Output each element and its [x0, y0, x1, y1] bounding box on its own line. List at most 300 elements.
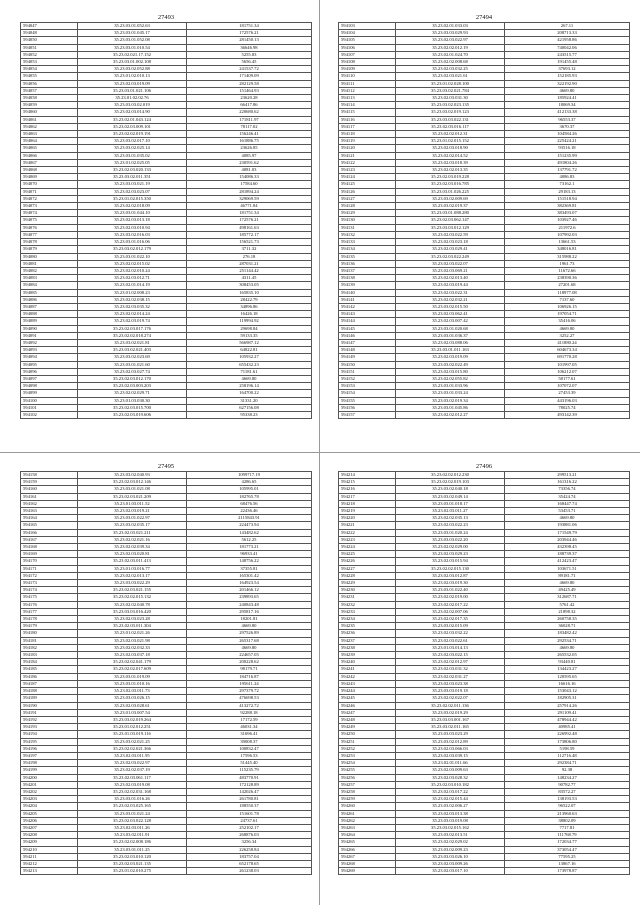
row-amount-cell: 181773.21 [187, 544, 312, 551]
row-amount-cell: 432398.45 [505, 544, 630, 551]
row-id-cell: 594166 [21, 529, 78, 536]
row-code-cell: 35.23.03.03.019.08 [396, 817, 505, 824]
table-row [339, 688, 630, 695]
row-amount-cell: 411880.24 [505, 339, 630, 346]
table-row [339, 652, 630, 659]
row-id-cell: 594221 [339, 522, 396, 529]
table-row [339, 289, 630, 296]
row-id-cell: 594155 [339, 397, 396, 404]
row-amount-cell: 34896.86 [187, 303, 312, 310]
row-id-cell: 594183 [21, 652, 78, 659]
table-row [21, 411, 312, 418]
row-code-cell: 35.23.02.03.010.94 [78, 224, 187, 231]
row-id-cell: 594135 [339, 253, 396, 260]
row-id-cell: 594063 [21, 131, 78, 138]
row-code-cell: 35.23.02.03.015.700 [78, 404, 187, 411]
row-amount-cell: 96553.37 [505, 116, 630, 123]
row-id-cell: 594234 [339, 616, 396, 623]
row-amount-cell: 292534.71 [505, 637, 630, 644]
row-amount-cell: 151601.78 [187, 810, 312, 817]
table-row [21, 544, 312, 551]
row-id-cell: 594098 [21, 383, 78, 390]
row-code-cell: 35.23.02.03.025.165 [78, 803, 187, 810]
row-amount-cell: 226992.48 [505, 731, 630, 738]
table-row [339, 102, 630, 109]
row-amount-cell: 64822.81 [187, 347, 312, 354]
table-row [339, 267, 630, 274]
row-amount-cell: 413272.72 [187, 702, 312, 709]
table-row [21, 260, 312, 267]
row-id-cell: 594091 [21, 332, 78, 339]
row-code-cell: 35.23.02.02.013.40 [396, 275, 505, 282]
table-row [21, 59, 312, 66]
row-amount-cell: 299513.21 [505, 472, 630, 479]
row-id-cell: 594201 [21, 781, 78, 788]
row-id-cell: 594179 [21, 623, 78, 630]
row-id-cell: 594056 [21, 80, 78, 87]
row-amount-cell: 348016.81 [505, 246, 630, 253]
row-amount-cell: 103671.51 [505, 565, 630, 572]
row-amount-cell: 3256.34 [187, 839, 312, 846]
row-code-cell: 35.23.03.02.017.10 [78, 138, 187, 145]
row-code-cell: 35.23.03.02.022.49 [396, 361, 505, 368]
row-amount-cell: 18201.81 [187, 616, 312, 623]
row-amount-cell: 443196.03 [505, 397, 630, 404]
row-amount-cell: 93440.81 [505, 659, 630, 666]
table-row [21, 73, 312, 80]
row-amount-cell: 281894.24 [187, 188, 312, 195]
row-id-cell: 594175 [21, 594, 78, 601]
row-id-cell: 594064 [21, 138, 78, 145]
row-code-cell: 35.23.02.02.015.132 [78, 594, 187, 601]
row-id-cell: 594139 [339, 282, 396, 289]
table-row [21, 66, 312, 73]
row-id-cell: 594118 [339, 131, 396, 138]
table-row [339, 529, 630, 536]
row-amount-cell: 112716.48 [505, 752, 630, 759]
table-row [21, 536, 312, 543]
row-code-cell: 35.23.01.02.025.05 [78, 159, 187, 166]
row-code-cell: 35.23.02.03.037.18 [78, 652, 187, 659]
row-code-cell: 35.23.03.01.088.280 [396, 210, 505, 217]
row-code-cell: 35.23.02.02.040.78 [78, 601, 187, 608]
row-amount-cell: 282129.58 [187, 80, 312, 87]
row-code-cell: 35.23.03.01.021.60 [78, 361, 187, 368]
row-code-cell: 35.23.03.01.011.163 [396, 347, 505, 354]
row-code-cell: 35.23.02.03.016.117 [396, 123, 505, 130]
row-amount-cell: 185924.41 [505, 95, 630, 102]
row-amount-cell: 224473.94 [187, 522, 312, 529]
row-code-cell: 35.23.03.02.015.162 [396, 824, 505, 831]
row-code-cell: 35.23.03.01.045.86 [396, 404, 505, 411]
row-amount-cell: 172576.21 [187, 217, 312, 224]
row-amount-cell: 383493.07 [505, 210, 630, 217]
row-amount-cell: 225424.21 [505, 138, 630, 145]
row-code-cell: 35.23.02.02.012.31 [396, 131, 505, 138]
row-amount-cell: 213960.63 [505, 810, 630, 817]
row-code-cell: 35.23.03.02.019.264 [78, 716, 187, 723]
row-id-cell: 594181 [21, 637, 78, 644]
row-code-cell: 35.23.03.03.026.10 [396, 853, 505, 860]
table-row [21, 680, 312, 687]
row-id-cell: 594218 [339, 500, 396, 507]
row-amount-cell: 134423.27 [505, 666, 630, 673]
row-amount-cell: 188550.37 [187, 803, 312, 810]
table-row [21, 138, 312, 145]
row-id-cell: 594153 [339, 383, 396, 390]
row-id-cell: 594108 [339, 59, 396, 66]
row-code-cell: 35.23.02.01.011.66 [396, 760, 505, 767]
row-id-cell: 594070 [21, 181, 78, 188]
table-row [21, 623, 312, 630]
row-code-cell: 35.23.03.02.009.23 [396, 846, 505, 853]
row-code-cell: 35.23.03.01.018.17 [396, 500, 505, 507]
table-row [339, 354, 630, 361]
row-amount-cell: 655432.23 [187, 361, 312, 368]
table-row [339, 587, 630, 594]
row-id-cell: 594184 [21, 659, 78, 666]
row-amount-cell: 38802.09 [505, 817, 630, 824]
row-id-cell: 594256 [339, 774, 396, 781]
table-row [339, 551, 630, 558]
row-id-cell: 594122 [339, 159, 396, 166]
row-id-cell: 594117 [339, 123, 396, 130]
row-code-cell: 35.23.02.03.066.03 [396, 745, 505, 752]
row-amount-cell: 184716.87 [187, 673, 312, 680]
table-row [21, 500, 312, 507]
row-code-cell: 35.23.03.02.021.403 [78, 347, 187, 354]
table-row [21, 23, 312, 30]
row-id-cell: 594051 [21, 44, 78, 51]
row-code-cell: 35.23.03.01.033.96 [396, 383, 505, 390]
row-id-cell: 594075 [21, 217, 78, 224]
row-id-cell: 594074 [21, 210, 78, 217]
table-row [21, 311, 312, 318]
table-row [339, 347, 630, 354]
table-row [339, 109, 630, 116]
row-id-cell: 594114 [339, 102, 396, 109]
row-id-cell: 594194 [21, 731, 78, 738]
row-id-cell: 594055 [21, 73, 78, 80]
row-amount-cell: 295817.16 [187, 608, 312, 615]
row-id-cell: 594124 [339, 174, 396, 181]
row-amount-cell: 200228.62 [187, 659, 312, 666]
row-amount-cell: 252102.17 [187, 824, 312, 831]
row-amount-cell: 183757.04 [187, 853, 312, 860]
row-id-cell: 594193 [21, 724, 78, 731]
row-id-cell: 594123 [339, 167, 396, 174]
row-amount-cell: 412423.47 [505, 558, 630, 565]
row-id-cell: 594242 [339, 673, 396, 680]
row-code-cell: 35.23.02.02.013.17 [78, 572, 187, 579]
row-code-cell: 35.23.02.02.014.52 [396, 152, 505, 159]
row-amount-cell: 37355.81 [187, 565, 312, 572]
table-row [339, 810, 630, 817]
row-id-cell: 594255 [339, 767, 396, 774]
row-amount-cell: 267.11 [505, 23, 630, 30]
table-row [21, 303, 312, 310]
table-row [339, 253, 630, 260]
table-row [339, 702, 630, 709]
row-id-cell: 594266 [339, 846, 396, 853]
row-amount-cell: 226258.84 [187, 846, 312, 853]
row-amount-cell: 171549.79 [505, 529, 630, 536]
row-code-cell: 35.23.02.03.022.31 [396, 289, 505, 296]
row-code-cell: 35.23.02.03.019.30 [396, 580, 505, 587]
row-code-cell: 35.23.01.03.016.77 [78, 565, 187, 572]
row-code-cell: 35.23.03.02.006.27 [396, 803, 505, 810]
row-id-cell: 594102 [21, 411, 78, 418]
table-row [21, 203, 312, 210]
page-title: 27495 [157, 463, 175, 470]
row-id-cell: 594251 [339, 738, 396, 745]
table-row [339, 375, 630, 382]
row-amount-cell: 265532.05 [505, 652, 630, 659]
row-amount-cell: 151464.93 [187, 87, 312, 94]
table-row [21, 522, 312, 529]
row-amount-cell: 172576.21 [187, 30, 312, 37]
table-row [21, 275, 312, 282]
row-amount-cell: 740042.06 [505, 44, 630, 51]
row-code-cell: 35.23.02.03.020.81 [78, 551, 187, 558]
row-code-cell: 35.23.02.03.019.09 [78, 80, 187, 87]
row-id-cell: 594138 [339, 275, 396, 282]
table-row [21, 724, 312, 731]
row-amount-cell: 137791.72 [505, 167, 630, 174]
row-amount-cell: 71181.61 [187, 368, 312, 375]
table-row [21, 368, 312, 375]
row-id-cell: 594083 [21, 275, 78, 282]
row-code-cell: 35.23.03.03.016.420 [78, 608, 187, 615]
row-code-cell: 35.23.02.03.012.71 [78, 275, 187, 282]
row-code-cell: 35.23.02.03.021.98 [78, 637, 187, 644]
row-code-cell: 35.23.02.02.018.09 [78, 203, 187, 210]
row-id-cell: 594060 [21, 109, 78, 116]
table-row [21, 508, 312, 515]
table-row [21, 109, 312, 116]
row-amount-cell: 103927.46 [505, 217, 630, 224]
row-id-cell: 594257 [339, 781, 396, 788]
table-row [339, 174, 630, 181]
row-id-cell: 594268 [339, 860, 396, 867]
row-id-cell: 594142 [339, 303, 396, 310]
table-row [339, 210, 630, 217]
table-row [21, 637, 312, 644]
row-amount-cell: 5198.59 [505, 745, 630, 752]
row-amount-cell: 329069.59 [187, 195, 312, 202]
row-amount-cell: 4669.80 [187, 623, 312, 630]
row-id-cell: 594249 [339, 724, 396, 731]
row-amount-cell: 46031.34 [187, 724, 312, 731]
row-amount-cell: 27453.39 [505, 390, 630, 397]
row-amount-cell: 183482.42 [505, 630, 630, 637]
row-amount-cell: 31696.41 [187, 731, 312, 738]
table-row [339, 66, 630, 73]
row-code-cell: 35.23.03.02.019.123 [396, 109, 505, 116]
row-amount-cell: 308453.05 [187, 282, 312, 289]
row-code-cell: 35.23.02.03.023.28 [78, 616, 187, 623]
row-id-cell: 594262 [339, 817, 396, 824]
row-amount-cell: 373054.47 [505, 846, 630, 853]
table-row [339, 803, 630, 810]
table-row [339, 318, 630, 325]
row-id-cell: 594238 [339, 644, 396, 651]
table-row [21, 803, 312, 810]
table-row [21, 767, 312, 774]
table-row [339, 167, 630, 174]
table-row [339, 195, 630, 202]
table-row [21, 131, 312, 138]
table-row [21, 673, 312, 680]
table-row [339, 558, 630, 565]
row-amount-cell: 5255.83 [187, 51, 312, 58]
row-code-cell: 35.23.02.02.010.24 [78, 267, 187, 274]
row-amount-cell: 627156.08 [187, 404, 312, 411]
table-row [21, 390, 312, 397]
row-code-cell: 35.23.03.02.011.91 [78, 832, 187, 839]
row-amount-cell: 148234.27 [505, 774, 630, 781]
row-code-cell: 35.23.03.03.019.18 [396, 688, 505, 695]
row-code-cell: 35.23.02.03.019.74 [78, 318, 187, 325]
row-code-cell: 35.23.02.03.011.27 [396, 508, 505, 515]
row-code-cell: 35.23.02.02.015.130 [396, 565, 505, 572]
row-id-cell: 594232 [339, 601, 396, 608]
row-amount-cell: 292384.71 [505, 760, 630, 767]
row-code-cell: 35.23.03.01.044.10 [78, 210, 187, 217]
row-amount-cell: 4086.83 [505, 174, 630, 181]
row-id-cell: 594050 [21, 37, 78, 44]
row-code-cell: 35.23.02.03.021.135 [78, 860, 187, 867]
table-row [21, 397, 312, 404]
row-id-cell: 594053 [21, 59, 78, 66]
row-code-cell: 35.23.03.02.019.34 [396, 397, 505, 404]
row-amount-cell: 165835.10 [187, 289, 312, 296]
table-row [21, 123, 312, 130]
row-code-cell: 35.23.02.02.012.230 [396, 472, 505, 479]
row-code-cell: 35.23.02.02.029.71 [78, 390, 187, 397]
row-id-cell: 594199 [21, 767, 78, 774]
row-id-cell: 594112 [339, 87, 396, 94]
row-id-cell: 594140 [339, 289, 396, 296]
row-amount-cell: 35424.74 [505, 493, 630, 500]
table-row [21, 652, 312, 659]
row-code-cell: 35.23.02.03.017.10 [396, 868, 505, 875]
row-code-cell: 35.23.01.03.014.13 [396, 644, 505, 651]
row-id-cell: 594244 [339, 688, 396, 695]
row-id-cell: 594079 [21, 246, 78, 253]
table-row [339, 51, 630, 58]
row-amount-cell: 251144.42 [187, 267, 312, 274]
table-row [339, 659, 630, 666]
row-id-cell: 594048 [21, 30, 78, 37]
row-code-cell: 35.23.01.02.015.152 [396, 138, 505, 145]
row-amount-cell: 4669.80 [505, 515, 630, 522]
row-id-cell: 594150 [339, 361, 396, 368]
page-bottom-right [338, 463, 630, 875]
row-amount-cell: 5656.45 [187, 59, 312, 66]
table-row [21, 702, 312, 709]
row-amount-cell: 152185.93 [505, 73, 630, 80]
row-amount-cell: 98179.71 [187, 666, 312, 673]
row-amount-cell: 35416.06 [505, 318, 630, 325]
table-row [21, 152, 312, 159]
row-amount-cell: 191455.48 [505, 59, 630, 66]
row-code-cell: 35.23.01.02.015.350 [78, 195, 187, 202]
row-id-cell: 594224 [339, 544, 396, 551]
table-row [21, 383, 312, 390]
row-code-cell: 35.23.02.02.011.136 [396, 702, 505, 709]
table-row [339, 716, 630, 723]
row-amount-cell: 17596.53 [187, 752, 312, 759]
row-id-cell: 594146 [339, 332, 396, 339]
row-amount-cell: 17584.60 [187, 181, 312, 188]
table-row [21, 361, 312, 368]
row-amount-cell: 195611.24 [187, 680, 312, 687]
row-code-cell: 35.23.02.02.031.27 [396, 673, 505, 680]
table-row [339, 572, 630, 579]
row-code-cell: 35.23.02.02.029.00 [396, 544, 505, 551]
table-row [339, 515, 630, 522]
row-id-cell: 594159 [21, 479, 78, 486]
row-amount-cell: 142026.47 [187, 788, 312, 795]
table-row [21, 846, 312, 853]
row-amount-cell: 261238.03 [187, 868, 312, 875]
row-amount-cell: 106212.07 [505, 368, 630, 375]
row-code-cell: 35.23.03.01.026.225 [396, 188, 505, 195]
table-row [21, 231, 312, 238]
table-row [21, 239, 312, 246]
table-row [21, 472, 312, 479]
row-id-cell: 594220 [339, 515, 396, 522]
row-id-cell: 594130 [339, 217, 396, 224]
row-id-cell: 594072 [21, 195, 78, 202]
row-code-cell: 35.23.03.01.022.10 [78, 253, 187, 260]
row-id-cell: 594143 [339, 311, 396, 318]
row-code-cell: 35.23.02.03.039.15 [396, 752, 505, 759]
row-amount-cell: 156521.73 [187, 239, 312, 246]
table-row [21, 644, 312, 651]
row-code-cell: 35.23.02.01.033.03 [396, 23, 505, 30]
row-id-cell: 594191 [21, 709, 78, 716]
table-row [339, 868, 630, 875]
row-amount-cell: 77595.25 [505, 853, 630, 860]
row-id-cell: 594115 [339, 109, 396, 116]
row-id-cell: 594087 [21, 303, 78, 310]
row-code-cell: 35.23.03.01.022.40 [396, 587, 505, 594]
table-row [339, 565, 630, 572]
row-id-cell: 594269 [339, 868, 396, 875]
row-id-cell: 594171 [21, 565, 78, 572]
row-id-cell: 594100 [21, 397, 78, 404]
table-row [339, 23, 630, 30]
horizontal-divider [0, 452, 640, 453]
row-code-cell: 35.23.02.03.019.21 [78, 508, 187, 515]
row-amount-cell: 691770.28 [505, 354, 630, 361]
row-code-cell: 35.23.03.01.020.68 [396, 325, 505, 332]
row-amount-cell: 3711.32 [187, 246, 312, 253]
table-row [339, 224, 630, 231]
row-code-cell: 35.23.02.03.023.07 [78, 188, 187, 195]
table-row [21, 87, 312, 94]
row-id-cell: 594133 [339, 239, 396, 246]
row-code-cell: 35.23.02.02.017.35 [396, 616, 505, 623]
row-code-cell: 35.23.03.02.012.89 [396, 738, 505, 745]
row-amount-cell: 13661.53 [505, 239, 630, 246]
row-code-cell: 35.23.03.01.045.17 [78, 30, 187, 37]
row-code-cell: 35.23.02.03.021.61 [396, 73, 505, 80]
row-amount-cell: 239893.65 [187, 594, 312, 601]
row-code-cell: 35.23.02.02.022.07 [396, 695, 505, 702]
